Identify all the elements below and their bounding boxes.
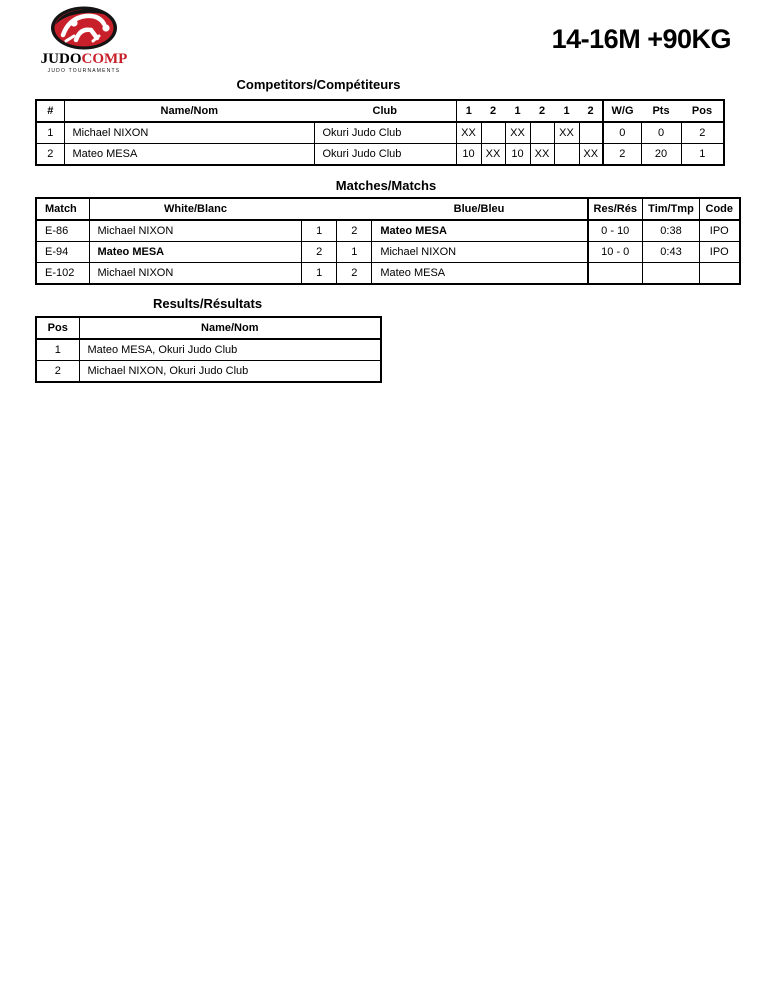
competitors-header-row: [36, 100, 724, 122]
blue-competitor: Mateo MESA: [372, 220, 588, 242]
round-score: XX: [554, 122, 579, 144]
blue-competitor: Michael NIXON: [372, 242, 588, 263]
white-competitor: Michael NIXON: [89, 263, 302, 285]
competitor-row: [36, 144, 724, 166]
round-score: 10: [505, 144, 530, 166]
match-code: IPO: [700, 220, 740, 242]
competitor-name: Michael NIXON: [64, 122, 314, 144]
col-header-round-1: 1: [456, 100, 481, 122]
match-code: [700, 263, 740, 285]
col-header-result: Res/Rés: [588, 198, 643, 220]
col-header-round-5: 1: [554, 100, 579, 122]
col-header-white-blue: [89, 198, 588, 220]
col-header-club: Club: [314, 100, 456, 122]
round-score: XX: [530, 144, 554, 166]
competitor-number: 1: [36, 122, 64, 144]
competitor-number: 2: [36, 144, 64, 166]
col-header-name: Name/Nom: [64, 100, 314, 122]
competitor-pts: 0: [641, 122, 681, 144]
competitor-row: [36, 122, 724, 144]
result-name: Michael NIXON, Okuri Judo Club: [79, 361, 381, 383]
match-row: [36, 242, 740, 263]
col-header-white: White/Blanc: [164, 203, 227, 215]
col-header-number: #: [36, 100, 64, 122]
col-header-wg: W/G: [603, 100, 641, 122]
col-header-time: Tim/Tmp: [643, 198, 700, 220]
round-score: [530, 122, 554, 144]
matches-header-row: [36, 198, 740, 220]
logo-wordmark: [38, 52, 130, 66]
match-result: 10 - 0: [588, 242, 643, 263]
result-position: 1: [36, 339, 79, 361]
round-score: [481, 122, 505, 144]
competitor-club: Okuri Judo Club: [314, 144, 456, 166]
match-result: [588, 263, 643, 285]
results-table: [35, 316, 382, 383]
round-score: XX: [505, 122, 530, 144]
white-number: 1: [302, 220, 337, 242]
blue-competitor: Mateo MESA: [372, 263, 588, 285]
results-header-row: [36, 317, 381, 339]
round-score: [554, 144, 579, 166]
competitor-club: Okuri Judo Club: [314, 122, 456, 144]
col-header-match: Match: [36, 198, 89, 220]
col-header-round-6: 2: [579, 100, 603, 122]
col-header-round-2: 2: [481, 100, 505, 122]
white-competitor: Mateo MESA: [89, 242, 302, 263]
judocomp-logo: [38, 5, 130, 74]
competitor-pos: 1: [681, 144, 724, 166]
col-header-pts: Pts: [641, 100, 681, 122]
competitors-table: [35, 99, 725, 166]
round-score: [579, 122, 603, 144]
round-score: XX: [481, 144, 505, 166]
matches-table: [35, 197, 741, 285]
result-row: [36, 339, 381, 361]
match-id: E-94: [36, 242, 89, 263]
round-score: XX: [456, 122, 481, 144]
result-name: Mateo MESA, Okuri Judo Club: [79, 339, 381, 361]
col-header-round-4: 2: [530, 100, 554, 122]
logo-text-judo: JUDO: [40, 51, 82, 67]
match-result: 0 - 10: [588, 220, 643, 242]
competitor-wg: 0: [603, 122, 641, 144]
white-number: 2: [302, 242, 337, 263]
competitor-wg: 2: [603, 144, 641, 166]
white-competitor: Michael NIXON: [89, 220, 302, 242]
match-id: E-86: [36, 220, 89, 242]
white-number: 1: [302, 263, 337, 285]
result-position: 2: [36, 361, 79, 383]
competitor-pts: 20: [641, 144, 681, 166]
competitor-name: Mateo MESA: [64, 144, 314, 166]
match-code: IPO: [700, 242, 740, 263]
col-header-spacer: [302, 203, 372, 215]
match-time: 0:43: [643, 242, 700, 263]
col-header-code: Code: [700, 198, 740, 220]
match-row: [36, 263, 740, 285]
match-id: E-102: [36, 263, 89, 285]
col-header-name: Name/Nom: [79, 317, 381, 339]
round-score: XX: [579, 144, 603, 166]
competitors-section-title: Competitors/Compétiteurs: [236, 77, 401, 92]
match-time: [643, 263, 700, 285]
judo-throw-emblem-icon: [41, 5, 127, 51]
matches-section-title: Matches/Matchs: [335, 178, 437, 193]
category-title: 14-16M +90KG: [551, 24, 731, 54]
results-section-title: Results/Résultats: [152, 296, 263, 311]
round-score: 10: [456, 144, 481, 166]
blue-number: 2: [337, 220, 372, 242]
logo-text-comp: COMP: [81, 51, 128, 67]
col-header-pos: Pos: [681, 100, 724, 122]
match-time: 0:38: [643, 220, 700, 242]
competitor-pos: 2: [681, 122, 724, 144]
col-header-blue: Blue/Bleu: [453, 203, 505, 215]
col-header-pos: Pos: [36, 317, 79, 339]
col-header-round-3: 1: [505, 100, 530, 122]
match-row: [36, 220, 740, 242]
logo-tagline: JUDO TOURNAMENTS: [47, 68, 121, 74]
result-row: [36, 361, 381, 383]
blue-number: 2: [337, 263, 372, 285]
blue-number: 1: [337, 242, 372, 263]
